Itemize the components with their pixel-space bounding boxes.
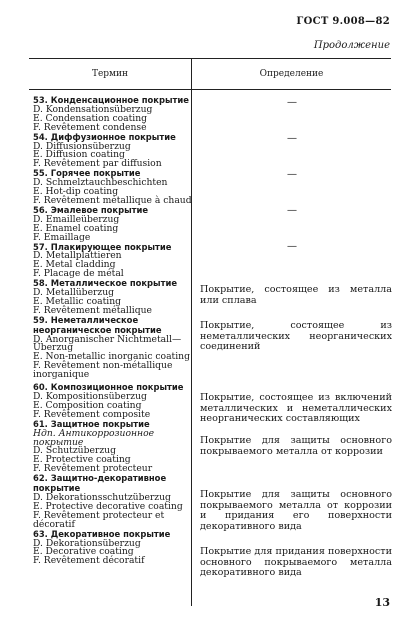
- column-divider: [191, 88, 192, 606]
- term-translation: F. Revêtement protecteur: [33, 463, 153, 475]
- term-translation: D. Schutzüberzug: [33, 445, 116, 457]
- definition-58: Покрытие, состоящее из металла или сплава: [200, 284, 392, 306]
- term-translation: E. Diffusion coating: [33, 149, 125, 161]
- term-title: 63. Декоративное покрытие: [33, 528, 171, 539]
- term-translation: D. Dekorationsüberzug: [33, 537, 141, 549]
- definition-62: Покрытие для защиты основного покрываемого металла от коррозии и придания его поверхности декоративного вида: [200, 489, 392, 532]
- term-translation: E. Metallic coating: [33, 295, 122, 307]
- term-title: 55. Горячее покрытие: [33, 168, 141, 179]
- term-translation: E. Protective coating: [33, 454, 131, 466]
- term-translation: F. Emaillage: [33, 231, 91, 243]
- term-title: 62. Защитно-декоративное покрытие: [33, 473, 167, 494]
- term-translation: D. Schmelztauchbeschichten: [33, 177, 168, 189]
- term-translation: D. Emailleüberzug: [33, 213, 120, 225]
- term-translation: D. Dekorationsschutzüberzug: [33, 491, 171, 503]
- term-title: 53. Конденсационное покрытие: [33, 95, 189, 105]
- term-translation: D. Kompositionsüberzug: [33, 391, 147, 402]
- definition-61: Покрытие для защиты основного покрываемого металла от коррозии: [200, 435, 392, 457]
- term-translation: E. Condensation coating: [33, 112, 148, 124]
- term-title: 59. Неметаллическое неорганическое покрытие: [33, 314, 162, 335]
- term-translation: E. Non-metallic inorganic coating: [33, 351, 190, 363]
- definition-63: Покрытие для придания поверхности основного покрываемого металла декоративного вида: [200, 546, 392, 578]
- definition-dash: —: [287, 169, 297, 180]
- term-translation: F. Revêtement par diffusion: [33, 158, 162, 170]
- term-translation: E. Composition coating: [33, 399, 142, 411]
- term-deprecated-synonym: Ндп. Антикоррозионное покрытие: [33, 427, 155, 448]
- term-translation: E. Decorative coating: [33, 546, 134, 558]
- term-translation: D. Anorganischer Nichtmetall—Überzug: [33, 333, 182, 354]
- term-title: 57. Плакирующее покрытие: [33, 241, 172, 252]
- term-translation: D. Kondensationsüberzug: [33, 103, 153, 115]
- term-translation: F. Revêtement condensé: [33, 121, 147, 133]
- term-title: 60. Композиционное покрытие: [33, 382, 184, 393]
- definition-dash: —: [287, 133, 297, 144]
- term-translation: F. Revêtement protecteur et décoratif: [33, 509, 165, 530]
- term-translation: F. Revêtement décoratif: [33, 555, 145, 567]
- term-title: 54. Диффузионное покрытие: [33, 131, 176, 142]
- definition-dash: —: [287, 97, 297, 108]
- definition-60: Покрытие, состоящее из включений металлических и неметаллических неорганических составляющих: [200, 392, 392, 424]
- term-translation: E. Metal cladding: [33, 259, 116, 271]
- column-header-definition: Определение: [259, 69, 324, 79]
- term-translation: D. Diffusionsüberzug: [33, 140, 131, 152]
- term-translation: F. Revêtement métallique: [33, 304, 152, 316]
- definition-dash: —: [287, 205, 297, 216]
- terms-column: [29, 96, 191, 566]
- term-translation: E. Protective decorative coating: [33, 500, 183, 512]
- term-translation: F. Revêtement métallique à chaud: [33, 194, 192, 206]
- definition-dash: —: [287, 241, 297, 252]
- table-header: [29, 58, 391, 90]
- term-title: 58. Металлическое покрытие: [33, 278, 178, 289]
- term-title: 56. Эмалевое покрытие: [33, 204, 149, 215]
- term-translation: F. Revêtement non-métallique inorganique: [33, 360, 173, 381]
- column-header-term: Термин: [29, 59, 192, 89]
- term-translation: F. Revêtement composite: [33, 408, 151, 420]
- term-translation: E. Enamel coating: [33, 222, 119, 234]
- term-title: 61. Защитное покрытие: [33, 418, 150, 429]
- continuation-label: Продолжение: [313, 40, 390, 51]
- definition-59: Покрытие, состоящее из неметаллических неорганических соединений: [200, 320, 392, 352]
- term-translation: E. Hot-dip coating: [33, 186, 119, 198]
- term-translation: F. Placage de métal: [33, 268, 124, 280]
- document-code: ГОСТ 9.008—82: [296, 16, 390, 27]
- term-translation: D. Metallplattieren: [33, 250, 122, 262]
- term-translation: D. Metallüberzug: [33, 287, 115, 299]
- page-number: 13: [374, 596, 390, 609]
